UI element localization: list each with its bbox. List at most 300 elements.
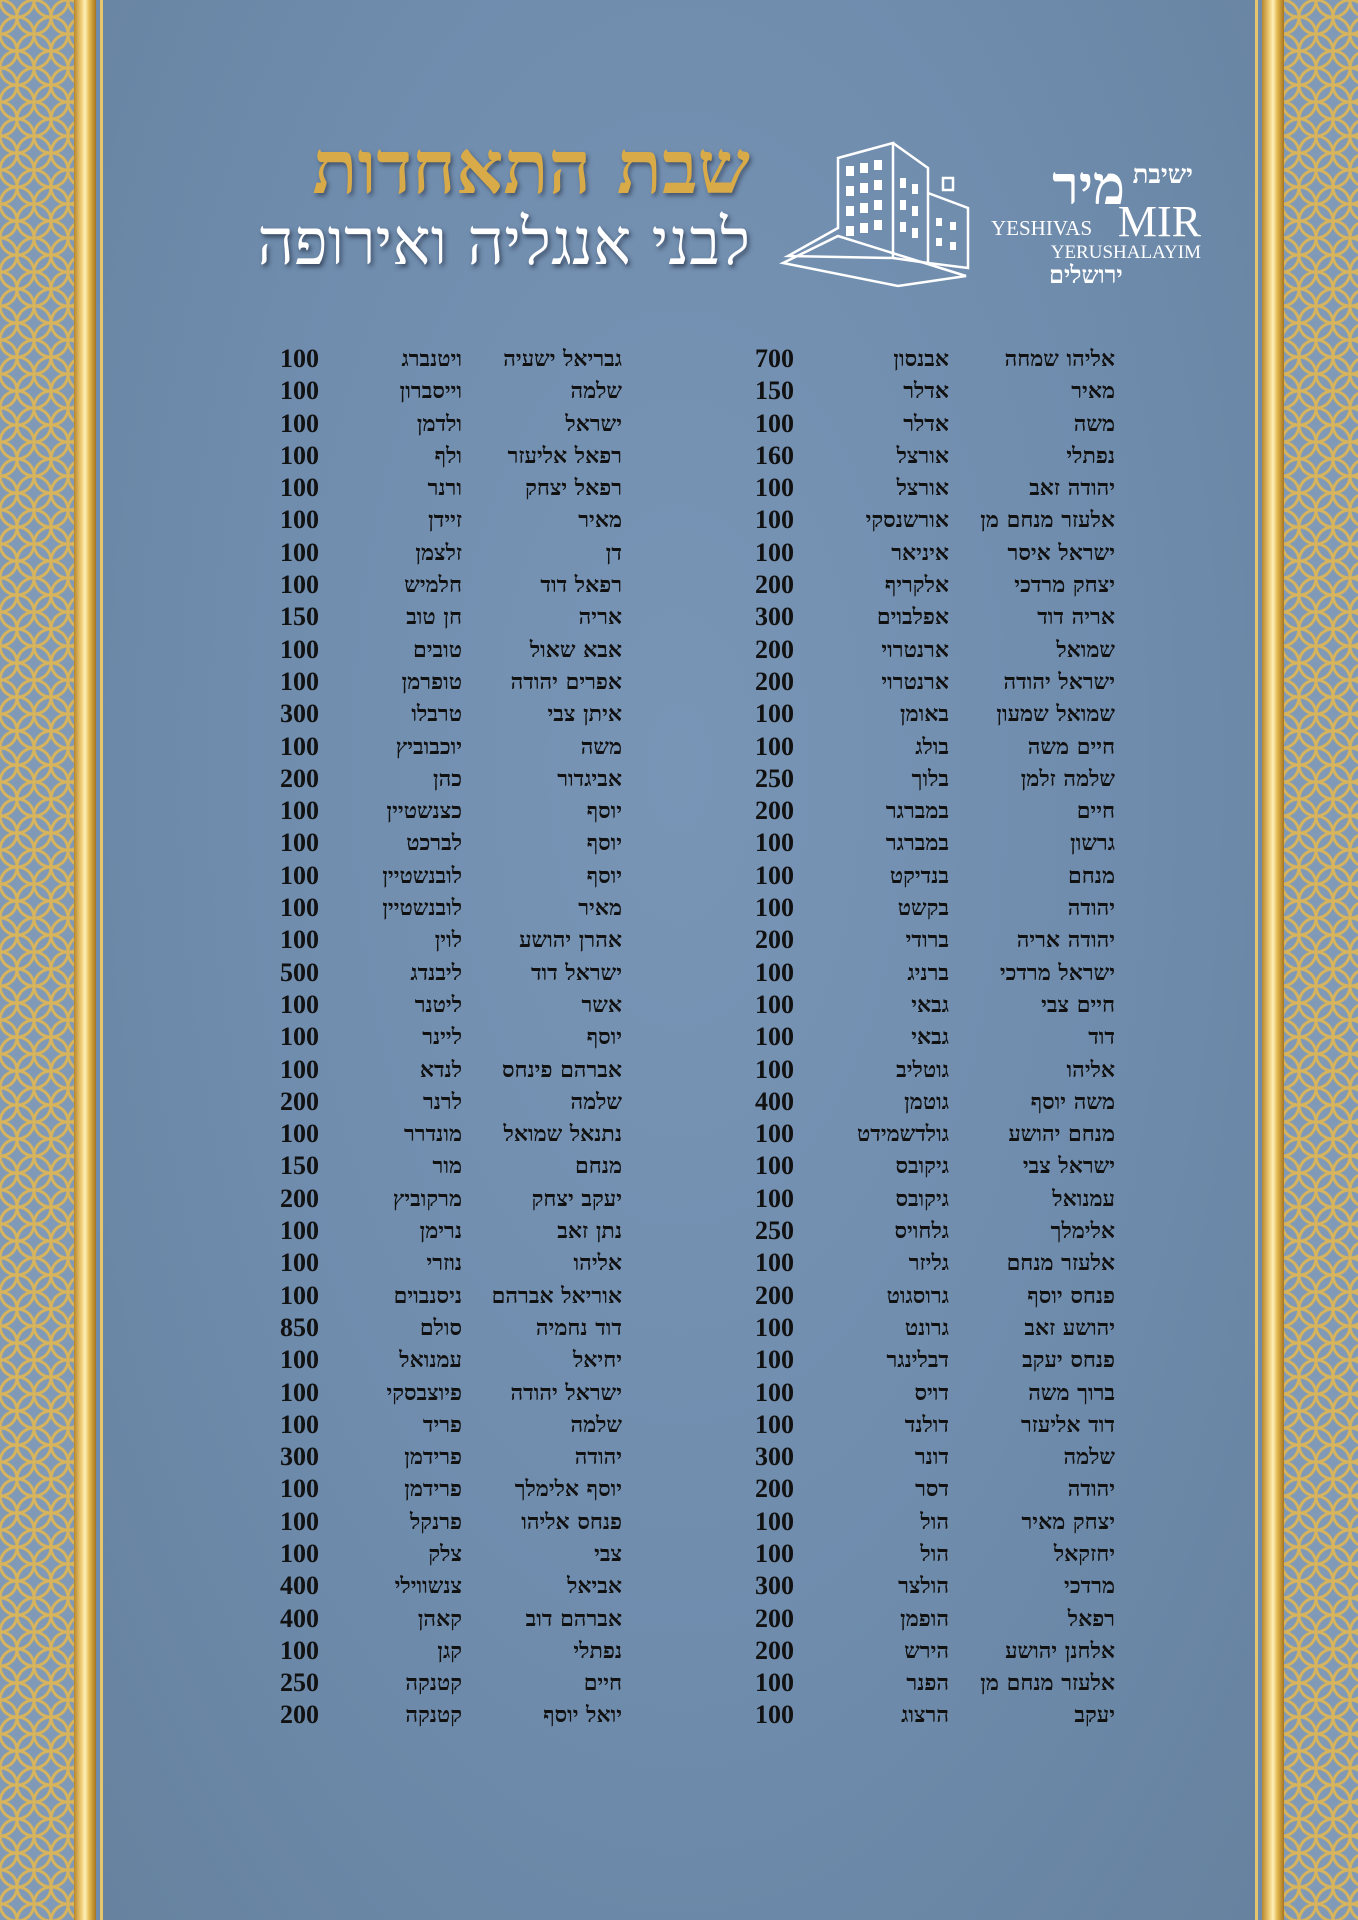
donor-last-name: גרוסגוט — [886, 1282, 949, 1309]
donor-list-left — [270, 343, 650, 1732]
donor-amount: 100 — [280, 1280, 319, 1310]
donor-amount: 100 — [280, 1538, 319, 1568]
donor-first-name: חיים — [583, 1670, 622, 1697]
list-item — [270, 634, 650, 666]
left-inner-line — [100, 0, 103, 1920]
donor-first-name: רפאל יצחק — [525, 475, 622, 502]
donor-amount: 100 — [755, 1183, 794, 1213]
list-item — [745, 537, 1125, 569]
building-icon — [778, 138, 973, 288]
donor-last-name: במברגר — [885, 798, 949, 825]
donor-last-name: לוין — [434, 927, 462, 954]
list-item — [745, 731, 1125, 763]
logo-mir: MIR — [1117, 197, 1201, 246]
donor-amount: 100 — [280, 1022, 319, 1052]
list-item — [270, 827, 650, 859]
donor-last-name: נוזרי — [426, 1250, 462, 1277]
list-item — [270, 569, 650, 601]
donor-first-name: ישראל יהודה — [510, 1379, 622, 1406]
list-item — [745, 1054, 1125, 1086]
donor-last-name: חלמיש — [404, 572, 462, 599]
left-lattice-border — [0, 0, 76, 1920]
donor-amount: 100 — [755, 828, 794, 858]
donor-last-name: חן טוב — [406, 604, 462, 631]
donor-first-name: יוסף אלימלך — [514, 1476, 622, 1503]
donor-amount: 100 — [755, 893, 794, 923]
donor-last-name: ולף — [434, 442, 462, 469]
donor-first-name: אלעזר מנחם מן — [980, 507, 1115, 534]
donor-last-name: ליינר — [422, 1024, 462, 1051]
donor-amount: 250 — [755, 1216, 794, 1246]
donor-first-name: שמואל שמעון — [996, 701, 1115, 728]
list-item — [745, 1150, 1125, 1182]
donor-amount: 200 — [755, 666, 794, 696]
donor-first-name: אפרים יהודה — [510, 668, 622, 695]
list-item — [270, 343, 650, 375]
donor-first-name: משה — [580, 733, 622, 760]
donor-first-name: נפתלי — [1066, 442, 1115, 469]
donor-amount: 100 — [280, 828, 319, 858]
donor-first-name: גרשון — [1070, 830, 1115, 857]
donor-last-name: קגן — [437, 1637, 462, 1664]
donor-amount: 400 — [280, 1571, 319, 1601]
donor-first-name: ישראל — [565, 410, 622, 437]
donor-first-name: עמנואל — [1052, 1185, 1115, 1212]
donor-amount: 700 — [755, 344, 794, 373]
donor-last-name: ולדמן — [416, 410, 462, 437]
list-item — [270, 1409, 650, 1441]
donor-first-name: אהרן יהושע — [519, 927, 622, 954]
donor-amount: 200 — [280, 763, 319, 793]
donor-amount: 100 — [755, 537, 794, 567]
donor-last-name: יוכבוביץ — [395, 733, 462, 760]
list-item — [270, 731, 650, 763]
donor-last-name: לובנשטיין — [382, 862, 462, 889]
donor-first-name: ישראל דוד — [530, 959, 622, 986]
donor-first-name: שלמה — [570, 1411, 622, 1438]
list-item — [270, 1635, 650, 1667]
list-item — [270, 504, 650, 536]
donor-first-name: אליהו שמחה — [1004, 346, 1115, 372]
yeshiva-logo — [985, 150, 1205, 290]
list-item — [745, 634, 1125, 666]
donor-first-name: יוסף — [586, 862, 622, 889]
list-item — [745, 1086, 1125, 1118]
donor-last-name: אורצל — [896, 475, 949, 502]
donor-amount: 100 — [280, 1506, 319, 1536]
donor-last-name: פריד — [422, 1411, 462, 1438]
donor-first-name: פנחס אליהו — [521, 1508, 622, 1535]
donor-first-name: יוסף — [586, 830, 622, 857]
list-item — [270, 1021, 650, 1053]
donor-amount: 100 — [755, 1700, 794, 1730]
donor-last-name: דונר — [914, 1444, 949, 1471]
donor-first-name: מאיר — [578, 895, 622, 922]
list-item — [745, 472, 1125, 504]
right-gold-frame — [1262, 0, 1284, 1920]
list-item — [745, 763, 1125, 795]
donor-first-name: אליהו — [573, 1250, 622, 1277]
list-item — [745, 1021, 1125, 1053]
donor-last-name: בקשט — [897, 895, 949, 922]
donor-first-name: רפאל דוד — [540, 572, 622, 599]
donor-last-name: ברודי — [905, 927, 949, 954]
donor-first-name: פנחס יעקב — [1022, 1347, 1115, 1374]
donor-amount: 100 — [755, 1409, 794, 1439]
donor-amount: 200 — [280, 1700, 319, 1730]
list-item — [745, 408, 1125, 440]
donor-amount: 100 — [280, 344, 319, 373]
donor-amount: 100 — [280, 1474, 319, 1504]
donor-last-name: איניאר — [891, 539, 949, 566]
donor-amount: 100 — [755, 699, 794, 729]
donor-first-name: ישראל צבי — [1022, 1153, 1115, 1180]
list-item — [270, 537, 650, 569]
page-subtitle: לבני אנגליה ואירופה — [257, 205, 750, 280]
donor-amount: 100 — [280, 731, 319, 761]
donor-amount: 200 — [755, 1603, 794, 1633]
donor-amount: 100 — [755, 1345, 794, 1375]
donor-amount: 100 — [755, 989, 794, 1019]
list-item — [745, 1699, 1125, 1731]
donor-first-name: נתן זאב — [557, 1218, 622, 1245]
donor-amount: 100 — [280, 440, 319, 470]
donor-last-name: ויטנברג — [401, 346, 462, 372]
list-item — [270, 957, 650, 989]
donor-amount: 100 — [280, 796, 319, 826]
donor-last-name: לובנשטיין — [382, 895, 462, 922]
donor-amount: 160 — [755, 440, 794, 470]
donor-last-name: דסר — [915, 1476, 949, 1503]
list-item — [270, 1086, 650, 1118]
logo-heb-mir: מיר — [1052, 153, 1125, 217]
list-item — [270, 1506, 650, 1538]
donor-amount: 150 — [280, 1151, 319, 1181]
left-gold-frame — [74, 0, 96, 1920]
donor-first-name: אשר — [581, 991, 622, 1018]
donor-amount: 200 — [755, 925, 794, 955]
donor-last-name: גיקובס — [895, 1153, 949, 1180]
donor-first-name: יהודה — [574, 1444, 622, 1471]
donor-first-name: ישראל מרדכי — [999, 959, 1115, 986]
donor-last-name: מונדרר — [403, 1121, 462, 1148]
donor-amount: 100 — [280, 376, 319, 406]
list-item — [745, 860, 1125, 892]
donor-last-name: ארנטרוי — [881, 636, 949, 663]
list-item — [745, 698, 1125, 730]
donor-last-name: זיידן — [428, 507, 462, 534]
donor-last-name: גולדשמידט — [856, 1121, 949, 1148]
list-item — [270, 892, 650, 924]
donor-amount: 100 — [755, 1506, 794, 1536]
list-item — [270, 472, 650, 504]
list-item — [270, 698, 650, 730]
donor-amount: 100 — [755, 1022, 794, 1052]
donor-first-name: מרדכי — [1064, 1573, 1115, 1600]
list-item — [270, 1699, 650, 1731]
donor-amount: 200 — [280, 1183, 319, 1213]
donor-amount: 100 — [280, 570, 319, 600]
donor-last-name: וייסברון — [399, 378, 462, 405]
donor-amount: 100 — [755, 1054, 794, 1084]
donor-first-name: אביגדור — [557, 765, 622, 792]
donor-first-name: יחזקאל — [1053, 1540, 1115, 1567]
donor-first-name: יהודה זאב — [1029, 475, 1115, 502]
donor-last-name: גרונט — [904, 1314, 949, 1341]
donor-first-name: דן — [605, 539, 622, 566]
list-item — [745, 666, 1125, 698]
donor-first-name: אריה דוד — [1037, 604, 1115, 631]
donor-first-name: חיים משה — [1027, 733, 1115, 760]
donor-first-name: מאיר — [1071, 378, 1115, 405]
donor-first-name: ישראל איסר — [1007, 539, 1115, 566]
donor-first-name: אברהם פינחס — [501, 1056, 622, 1083]
donor-amount: 100 — [280, 505, 319, 535]
donor-last-name: פרידמן — [404, 1476, 462, 1503]
donor-amount: 250 — [755, 763, 794, 793]
logo-yeshivas: YESHIVAS — [991, 216, 1093, 240]
list-item — [745, 957, 1125, 989]
donor-last-name: מור — [432, 1153, 462, 1180]
donor-first-name: דוד — [1088, 1024, 1115, 1051]
donor-first-name: יצחק מאיר — [1021, 1508, 1115, 1535]
donor-first-name: רפאל — [1067, 1605, 1115, 1632]
donor-amount: 100 — [755, 408, 794, 438]
list-item — [270, 1312, 650, 1344]
right-lattice-border — [1282, 0, 1358, 1920]
donor-first-name: איתן צבי — [547, 701, 622, 728]
list-item — [745, 1377, 1125, 1409]
donor-first-name: יוסף — [586, 798, 622, 825]
donor-last-name: אורצל — [896, 442, 949, 469]
donor-last-name: הולצר — [898, 1573, 949, 1600]
logo-heb-yeshiva: ישיבת — [1132, 160, 1193, 190]
list-item — [270, 795, 650, 827]
donor-last-name: בנדיקט — [889, 862, 949, 889]
donor-first-name: יחיאל — [573, 1347, 622, 1374]
donor-last-name: דולנד — [904, 1411, 949, 1438]
donor-last-name: פרנקל — [410, 1508, 462, 1535]
donor-first-name: אריה — [578, 604, 622, 631]
donor-amount: 100 — [280, 408, 319, 438]
donor-amount: 250 — [280, 1668, 319, 1698]
list-item — [270, 1603, 650, 1635]
donor-first-name: יהודה אריה — [1016, 927, 1115, 954]
donor-first-name: אלימלך — [1050, 1218, 1115, 1245]
donor-amount: 100 — [755, 957, 794, 987]
donor-amount: 100 — [755, 473, 794, 503]
page-title: שבת התאחדות — [312, 125, 750, 211]
donor-last-name: קטנקה — [405, 1702, 462, 1729]
list-item — [745, 1603, 1125, 1635]
donor-last-name: במברגר — [885, 830, 949, 857]
donor-first-name: שלמה — [570, 1088, 622, 1115]
donor-amount: 100 — [755, 1538, 794, 1568]
donor-first-name: אלעזר מנחם מן — [980, 1670, 1115, 1697]
donor-last-name: סולם — [419, 1314, 462, 1341]
list-item — [270, 1538, 650, 1570]
logo-heb-yerushalayim: ירושלים — [1049, 260, 1123, 289]
donor-last-name: גבאי — [911, 1024, 949, 1051]
donor-amount: 100 — [755, 860, 794, 890]
donor-first-name: יוסף — [586, 1024, 622, 1051]
donor-last-name: עמנואל — [399, 1347, 462, 1374]
donor-last-name: אדלר — [903, 410, 949, 437]
list-item — [270, 860, 650, 892]
list-item — [270, 1344, 650, 1376]
donor-amount: 100 — [280, 1054, 319, 1084]
donor-last-name: באומן — [899, 701, 949, 728]
list-item — [745, 1667, 1125, 1699]
list-item — [270, 1150, 650, 1182]
donor-first-name: אבא שאול — [529, 636, 622, 663]
donor-amount: 500 — [280, 957, 319, 987]
donor-amount: 100 — [280, 893, 319, 923]
donor-first-name: ברוך משה — [1028, 1379, 1115, 1406]
donor-first-name: שמואל — [1056, 636, 1115, 663]
donor-amount: 400 — [280, 1603, 319, 1633]
list-item — [270, 763, 650, 795]
donor-amount: 100 — [280, 1119, 319, 1149]
donor-first-name: פנחס יוסף — [1027, 1282, 1115, 1309]
list-item — [745, 1183, 1125, 1215]
list-item — [270, 989, 650, 1021]
list-item — [745, 1247, 1125, 1279]
donor-last-name: דבלינגר — [886, 1347, 949, 1374]
list-item — [745, 989, 1125, 1021]
donor-first-name: אביאל — [567, 1573, 622, 1600]
list-item — [270, 1441, 650, 1473]
donor-list-right — [745, 343, 1125, 1732]
list-item — [745, 827, 1125, 859]
donor-amount: 100 — [755, 1377, 794, 1407]
right-inner-line — [1255, 0, 1258, 1920]
donor-amount: 100 — [755, 731, 794, 761]
title-block — [150, 125, 750, 280]
list-item — [745, 1538, 1125, 1570]
donor-first-name: יהושע זאב — [1024, 1314, 1115, 1341]
donor-first-name: דוד אליעזר — [1020, 1411, 1115, 1438]
donor-first-name: מאיר — [578, 507, 622, 534]
donor-last-name: פרידמן — [404, 1444, 462, 1471]
donor-last-name: בלוך — [911, 765, 949, 792]
donor-first-name: שלמה — [570, 378, 622, 405]
list-item — [745, 440, 1125, 472]
donor-first-name: יהודה — [1067, 895, 1115, 922]
donor-last-name: הפנר — [906, 1670, 949, 1697]
donor-last-name: הירש — [904, 1637, 949, 1664]
donor-last-name: בולג — [915, 733, 949, 760]
donor-last-name: טרבלו — [411, 701, 462, 728]
list-item — [270, 1118, 650, 1150]
list-item — [745, 1570, 1125, 1602]
donor-first-name: גבריאל ישעיה — [503, 346, 622, 372]
donor-amount: 200 — [755, 1280, 794, 1310]
donor-last-name: גבאי — [911, 991, 949, 1018]
donor-last-name: כצנשטיין — [386, 798, 462, 825]
donor-amount: 400 — [755, 1086, 794, 1116]
donor-amount: 200 — [755, 1474, 794, 1504]
donor-last-name: גוטמן — [904, 1088, 949, 1115]
donor-amount: 100 — [280, 925, 319, 955]
donor-last-name: אורשנסקי — [865, 507, 949, 534]
list-item — [745, 892, 1125, 924]
donor-last-name: הול — [920, 1508, 949, 1535]
donor-last-name: ורנר — [427, 475, 462, 502]
list-item — [270, 1377, 650, 1409]
donor-amount: 300 — [755, 1571, 794, 1601]
donor-first-name: מנחם — [1068, 862, 1115, 889]
donor-amount: 100 — [755, 1151, 794, 1181]
list-item — [270, 666, 650, 698]
donor-amount: 100 — [755, 1119, 794, 1149]
donor-amount: 200 — [755, 796, 794, 826]
donor-last-name: גוטליב — [896, 1056, 949, 1083]
list-item — [745, 601, 1125, 633]
donor-amount: 100 — [280, 473, 319, 503]
donor-first-name: שלמה — [1063, 1444, 1115, 1471]
donor-amount: 200 — [755, 570, 794, 600]
donor-last-name: הול — [920, 1540, 949, 1567]
donor-last-name: צנשווילי — [394, 1573, 462, 1600]
donor-amount: 100 — [755, 1248, 794, 1278]
donor-amount: 100 — [280, 1216, 319, 1246]
donor-amount: 100 — [280, 989, 319, 1019]
list-item — [745, 1312, 1125, 1344]
donor-last-name: לרנר — [422, 1088, 462, 1115]
list-item — [270, 924, 650, 956]
donor-last-name: אדלר — [903, 378, 949, 405]
logo-yerushalayim: YERUSHALAYIM — [1050, 242, 1201, 263]
donor-amount: 300 — [280, 1442, 319, 1472]
donor-first-name: רפאל אליעזר — [507, 442, 622, 469]
donor-first-name: אוריאל אברהם — [491, 1282, 622, 1309]
list-item — [270, 1570, 650, 1602]
donor-amount: 300 — [755, 1442, 794, 1472]
donor-first-name: משה — [1073, 410, 1115, 437]
list-item — [745, 1215, 1125, 1247]
donor-last-name: הרצוג — [901, 1702, 949, 1729]
donor-first-name: חיים — [1076, 798, 1115, 825]
donor-last-name: כהן — [432, 765, 462, 792]
donor-first-name: חיים צבי — [1041, 991, 1115, 1018]
donor-last-name: מרקוביץ — [392, 1185, 462, 1212]
list-item — [745, 569, 1125, 601]
donor-last-name: אפלבוים — [876, 604, 949, 631]
donor-amount: 100 — [755, 1312, 794, 1342]
list-item — [745, 1473, 1125, 1505]
donor-amount: 200 — [755, 634, 794, 664]
list-item — [745, 1344, 1125, 1376]
donor-last-name: זלצמן — [415, 539, 462, 566]
donor-first-name: יעקב יצחק — [531, 1185, 622, 1212]
donor-last-name: ליבנדג — [410, 959, 462, 986]
donor-amount: 300 — [280, 699, 319, 729]
list-item — [745, 1280, 1125, 1312]
donor-amount: 100 — [280, 1409, 319, 1439]
donor-first-name: יהודה — [1067, 1476, 1115, 1503]
donor-first-name: שלמה זלמן — [1020, 765, 1115, 792]
donor-last-name: פיוצבסקי — [386, 1379, 462, 1406]
list-item — [270, 1667, 650, 1699]
donor-last-name: אבנסון — [893, 346, 949, 372]
donor-amount: 100 — [280, 1377, 319, 1407]
list-item — [745, 924, 1125, 956]
donor-first-name: אברהם דוב — [525, 1605, 622, 1632]
donor-amount: 100 — [280, 537, 319, 567]
list-item — [270, 375, 650, 407]
list-item — [270, 1054, 650, 1086]
